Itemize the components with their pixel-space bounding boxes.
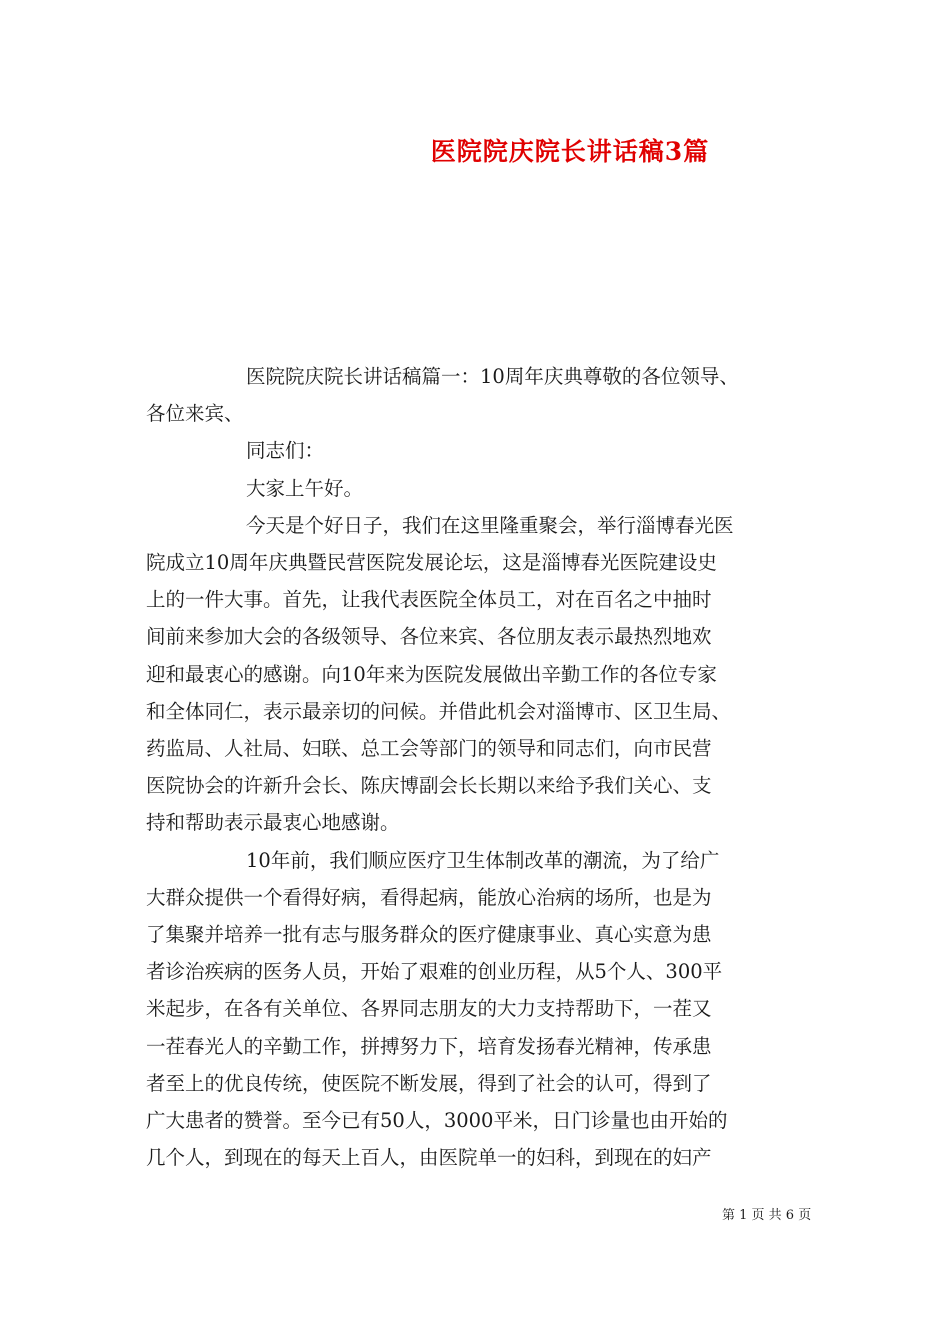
paragraph-line: 上的一件大事。首先，让我代表医院全体员工，对在百名之中抽时 [146, 588, 712, 612]
paragraph-line: 院成立10周年庆典暨民营医院发展论坛，这是淄博春光医院建设史 [146, 551, 717, 575]
paragraph-line: 大群众提供一个看得好病，看得起病，能放心治病的场所，也是为 [146, 885, 712, 909]
paragraph-line: 同志们： [246, 439, 325, 463]
paragraph-line: 药监局、人社局、妇联、总工会等部门的领导和同志们，向市民营 [146, 737, 712, 761]
paragraph-line: 大家上午好。 [246, 476, 364, 500]
document-title: 医院院庆院长讲话稿3篇 [430, 137, 710, 166]
paragraph-line: 和全体同仁，表示最亲切的问候。并借此机会对淄博市、区卫生局、 [146, 699, 732, 723]
paragraph-line: 医院院庆院长讲话稿篇一：10周年庆典尊敬的各位领导、 [246, 365, 739, 388]
document-body [146, 358, 816, 1176]
paragraph-line: 一茬春光人的辛勤工作，拼搏努力下，培育发扬春光精神，传承患 [146, 1034, 712, 1058]
paragraph-line: 者诊治疾病的医务人员，开始了艰难的创业历程，从5个人、300平 [146, 960, 723, 984]
paragraph-line: 医院协会的许新升会长、陈庆博副会长长期以来给予我们关心、支 [146, 774, 712, 798]
paragraph-line: 几个人，到现在的每天上百人，由医院单一的妇科，到现在的妇产 [146, 1146, 712, 1170]
paragraph-line: 者至上的优良传统，使医院不断发展，得到了社会的认可，得到了 [146, 1071, 712, 1095]
paragraph-line: 米起步，在各有关单位、各界同志朋友的大力支持帮助下，一茬又 [146, 997, 712, 1021]
paragraph-line: 间前来参加大会的各级领导、各位来宾、各位朋友表示最热烈地欢 [146, 625, 712, 649]
paragraph-line: 迎和最衷心的感谢。向10年来为医院发展做出辛勤工作的各位专家 [146, 662, 717, 686]
paragraph-line: 各位来宾、 [146, 402, 244, 426]
paragraph-line: 了集聚并培养一批有志与服务群众的医疗健康事业、真心实意为患 [146, 923, 712, 947]
paragraph-line: 广大患者的赞誉。至今已有50人，3000平米，日门诊量也由开始的 [146, 1109, 728, 1133]
paragraph-line: 10年前，我们顺应医疗卫生体制改革的潮流，为了给广 [246, 848, 720, 872]
paragraph-line: 今天是个好日子，我们在这里隆重聚会，举行淄博春光医 [246, 513, 734, 537]
page-number-footer: 第 1 页 共 6 页 [722, 1208, 812, 1223]
paragraph-line: 持和帮助表示最衷心地感谢。 [146, 811, 400, 835]
